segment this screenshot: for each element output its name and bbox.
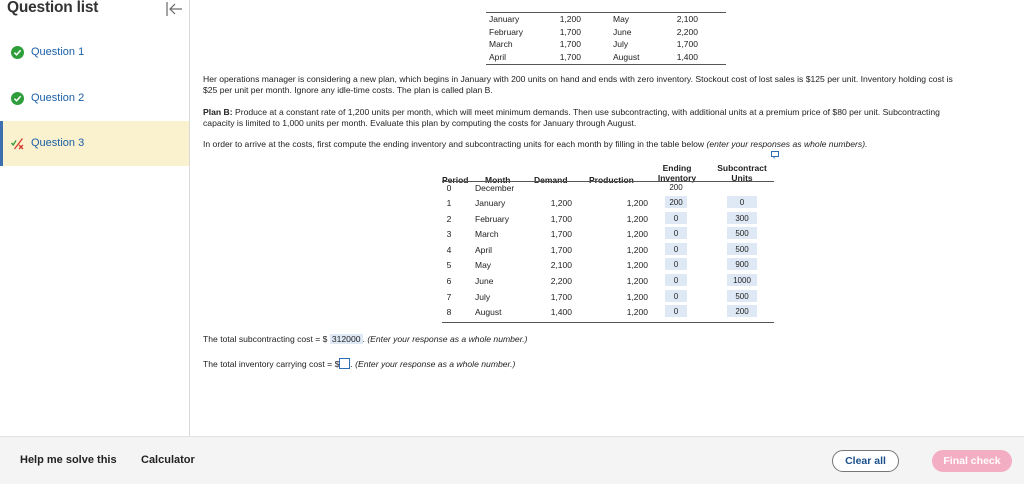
- month-cell: April: [489, 51, 507, 62]
- table-row: [442, 211, 774, 227]
- subcontracting-cost-input[interactable]: 312000: [331, 334, 361, 344]
- demand-cell: 1,200: [559, 14, 581, 24]
- month-cell: June: [613, 26, 632, 37]
- ending-inventory-input[interactable]: 0: [665, 227, 687, 239]
- subcontract-units-input[interactable]: 200: [727, 305, 757, 317]
- plan-label: Plan B:: [203, 107, 233, 117]
- table-row: [442, 289, 774, 305]
- month-cell: February: [475, 213, 510, 224]
- period-cell: 1: [446, 198, 452, 208]
- sidebar-header: [0, 0, 189, 26]
- subcontract-units-input[interactable]: 500: [727, 290, 757, 302]
- month-cell: March: [475, 229, 499, 240]
- month-cell: July: [475, 291, 491, 302]
- table-row: [442, 273, 774, 289]
- production-cell: 1,200: [626, 291, 648, 302]
- month-cell: March: [489, 39, 513, 49]
- production-cell: 1,200: [626, 229, 648, 240]
- final-check-button[interactable]: Final check: [932, 450, 1012, 472]
- plan-line: capacity is limited to 1,000 units per month. Evaluate this plan by computing the costs for January through August.: [203, 118, 637, 128]
- sidebar-title: Question list: [7, 0, 99, 16]
- instruction-text: In order to arrive at the costs, first compute the ending inventory and subcontracting units for each month by filling in the table below: [203, 139, 707, 149]
- demand-cell: 1,700: [559, 51, 581, 62]
- period-cell: 8: [446, 307, 452, 318]
- plan-line: [203, 107, 1015, 118]
- demand-cell: 1,700: [550, 244, 572, 255]
- intro-paragraph: [203, 74, 1015, 96]
- month-cell: December: [475, 183, 515, 193]
- plan-text: Produce at a constant rate of 1,200 units per month, which will meet minimum demands. Then use subcontracting, with additional units at a premium price of $80 per unit. Subcontracting: [232, 107, 940, 117]
- instruction-hint: (enter your responses as whole numbers).: [706, 139, 868, 149]
- period-cell: 0: [446, 183, 452, 193]
- subcontract-units-input[interactable]: 500: [727, 243, 757, 255]
- header-line: Units: [731, 173, 753, 183]
- header-line: Ending: [662, 163, 692, 173]
- demand-cell: 1,200: [550, 198, 572, 208]
- clear-all-button[interactable]: Clear all: [832, 450, 899, 472]
- production-cell: 1,200: [626, 244, 648, 255]
- check-circle-icon: [11, 46, 24, 59]
- sidebar-item-label: Question 1: [31, 46, 85, 58]
- production-cell: 1,200: [626, 260, 648, 271]
- sidebar-item-label: Question 3: [31, 137, 85, 149]
- answer-suffix: .: [350, 359, 356, 369]
- table-row: [442, 226, 774, 242]
- subcontract-units-input[interactable]: 1000: [727, 274, 757, 286]
- column-header-ending-inventory: [652, 163, 702, 183]
- table-row: [442, 195, 774, 211]
- intro-line: Her operations manager is considering a new plan, which begins in January with 200 units on hand and ends with zero inventory. Stockout cost of lost sales is $125 per unit. Inventory holding cost is: [203, 74, 953, 84]
- period-cell: 4: [446, 244, 452, 255]
- subcontract-units-input[interactable]: 300: [727, 212, 757, 224]
- table-row: [486, 27, 726, 40]
- table-bottom-rule: [486, 64, 726, 65]
- instruction-paragraph: [203, 139, 1015, 150]
- demand-cell: 1,400: [676, 51, 698, 62]
- ending-inventory-input[interactable]: 0: [665, 305, 687, 317]
- month-cell: May: [613, 14, 630, 24]
- production-cell: 1,200: [626, 276, 648, 286]
- inventory-cost-line: [203, 358, 515, 369]
- production-cell: 1,200: [626, 213, 648, 224]
- demand-cell: 2,100: [550, 260, 572, 271]
- period-cell: 7: [446, 291, 452, 302]
- ending-inventory-input[interactable]: 200: [665, 196, 687, 208]
- column-header-production: Production: [589, 175, 634, 185]
- table-bottom-rule: [442, 322, 774, 323]
- sidebar-item-question-1[interactable]: [0, 30, 189, 75]
- pencil-icon[interactable]: [771, 150, 780, 159]
- sidebar-item-label: Question 2: [31, 92, 85, 104]
- table-row: [486, 14, 726, 27]
- demand-cell: 1,700: [559, 39, 581, 49]
- demand-cell: 1,700: [676, 39, 698, 49]
- ending-inventory-cell: 200: [669, 183, 683, 192]
- ending-inventory-input[interactable]: 0: [665, 290, 687, 302]
- demand-cell: 2,200: [550, 276, 572, 286]
- period-cell: 6: [446, 276, 452, 286]
- answer-label: The total subcontracting cost = $: [203, 334, 330, 344]
- demand-cell: 1,700: [550, 229, 572, 240]
- demand-cell: 2,100: [676, 14, 698, 24]
- period-cell: 3: [446, 229, 452, 240]
- column-header-period: Period: [442, 175, 469, 185]
- subcontract-units-input[interactable]: 0: [727, 196, 757, 208]
- period-cell: 2: [446, 213, 452, 224]
- ending-inventory-input[interactable]: 0: [665, 212, 687, 224]
- answer-suffix: .: [362, 334, 368, 344]
- month-cell: January: [475, 198, 506, 208]
- bottom-toolbar: [0, 436, 1024, 484]
- demand-cell: 1,700: [550, 213, 572, 224]
- period-cell: 5: [446, 260, 452, 271]
- inventory-cost-input[interactable]: [339, 358, 350, 369]
- sidebar-item-question-2[interactable]: [0, 76, 189, 121]
- question-list-sidebar: [0, 0, 190, 436]
- month-cell: January: [489, 14, 520, 24]
- month-cell: April: [475, 244, 493, 255]
- header-line: Inventory: [657, 173, 697, 183]
- table-row: [486, 39, 726, 52]
- month-cell: June: [475, 276, 494, 286]
- check-circle-icon: [11, 92, 24, 105]
- table-row: [442, 257, 774, 273]
- answer-hint: (Enter your response as a whole number.): [355, 359, 516, 369]
- month-cell: August: [613, 51, 640, 62]
- table-top-rule: [486, 12, 726, 13]
- demand-cell: 1,700: [550, 291, 572, 302]
- help-me-solve-button[interactable]: Help me solve this: [20, 454, 117, 466]
- column-header-demand: Demand: [534, 175, 568, 185]
- subcontract-units-input[interactable]: 500: [727, 227, 757, 239]
- column-header-month: Month: [485, 175, 511, 185]
- calculator-button[interactable]: Calculator: [141, 454, 195, 466]
- demand-cell: 1,400: [550, 307, 572, 318]
- answer-label: The total inventory carrying cost = $: [203, 359, 340, 369]
- question-content: [191, 0, 1024, 436]
- collapse-sidebar-icon[interactable]: [165, 1, 183, 17]
- plan-b-paragraph: [203, 107, 1015, 129]
- sidebar-item-question-3[interactable]: [0, 121, 189, 166]
- header-line: Subcontract: [717, 163, 767, 173]
- intro-line: $25 per unit per month. Ignore any idle-time costs. The plan is called plan B.: [203, 85, 493, 95]
- subcontract-units-input[interactable]: 900: [727, 258, 757, 270]
- demand-cell: 2,200: [676, 26, 698, 37]
- month-cell: August: [475, 307, 502, 318]
- month-cell: July: [613, 39, 629, 49]
- ending-inventory-input[interactable]: 0: [665, 258, 687, 270]
- table-row: [442, 242, 774, 258]
- ending-inventory-input[interactable]: 0: [665, 274, 687, 286]
- answer-hint: (Enter your response as a whole number.): [367, 334, 528, 344]
- plan-b-table: [442, 160, 774, 324]
- table-row: [442, 304, 774, 320]
- subcontracting-cost-line: [203, 334, 528, 344]
- table-row: [486, 52, 726, 65]
- column-header-subcontract-units: [710, 163, 774, 183]
- partial-credit-icon: [11, 137, 24, 150]
- demand-cell: 1,700: [559, 26, 581, 37]
- month-cell: May: [475, 260, 492, 271]
- production-cell: 1,200: [626, 307, 648, 318]
- ending-inventory-input[interactable]: 0: [665, 243, 687, 255]
- month-cell: February: [489, 26, 524, 37]
- production-cell: 1,200: [626, 198, 648, 208]
